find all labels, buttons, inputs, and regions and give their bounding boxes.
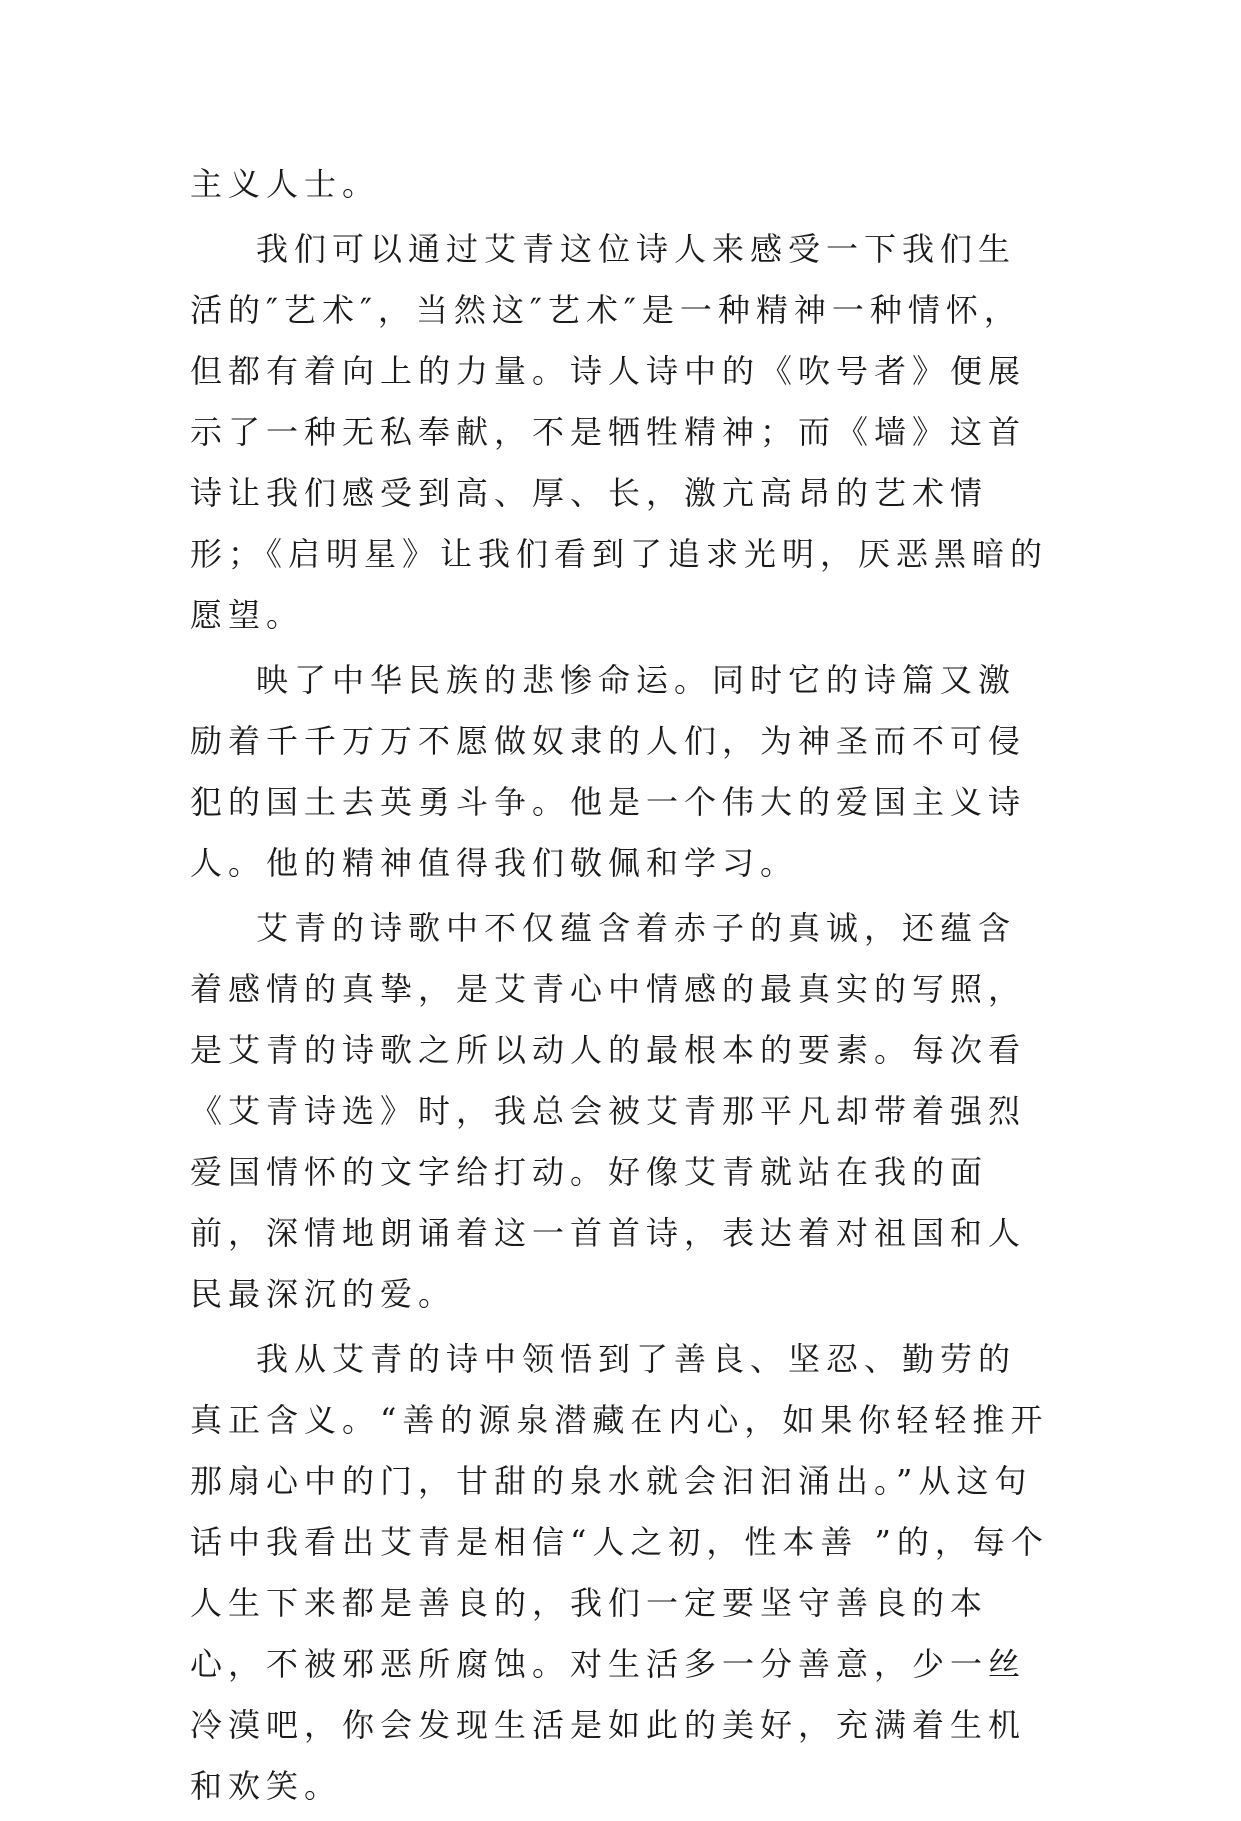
document-body — [190, 154, 1052, 1821]
paragraph-3: 映了中华民族的悲惨命运。同时它的诗篇又激励着千千万万不愿做奴隶的人们，为神圣而不可侵犯的国土去英勇斗争。他是一个伟大的爱国主义诗人。他的精神值得我们敬佩和学习。 — [190, 661, 1027, 882]
paragraph-1: 主义人士。 — [190, 165, 381, 203]
paragraph-2: 我们可以通过艾青这位诗人来感受一下我们生活的″艺术″，当然这″艺术″是一种精神一种情怀，但都有着向上的力量。诗人诗中的《吹号者》便展示了一种无私奉献，不是牺牲精神；而《墙》这首诗让我们感受到高、厚、长，激亢高昂的艺术情形；《启明星》让我们看到了追求光明，厌恶黑暗的愿望。 — [190, 230, 1049, 634]
paragraph-4: 艾青的诗歌中不仅蕴含着赤子的真诚，还蕴含着感情的真挚，是艾青心中情感的最真实的写照，是艾青的诗歌之所以动人的最根本的要素。每次看《艾青诗选》时，我总会被艾青那平凡却带着强烈爱国情怀的文字给打动。好像艾青就站在我的面前，深情地朗诵着这一首首诗，表达着对祖国和人民最深沉的爱。 — [190, 909, 1027, 1313]
paragraph-5: 我从艾青的诗中领悟到了善良、坚忍、勤劳的真正含义。“善的源泉潜藏在内心，如果你轻轻推开那扇心中的门，甘甜的泉水就会汩汩涌出。”从这句话中我看出艾青是相信“人之初，性本善 ”的，每个人生下来都是善良的，我们一定要坚守善良的本心，不被邪恶所腐蚀。对生活多一分善意，少一丝冷漠吧，你会发现生活是如此的美好，充满着生机和欢笑。 — [190, 1340, 1049, 1805]
